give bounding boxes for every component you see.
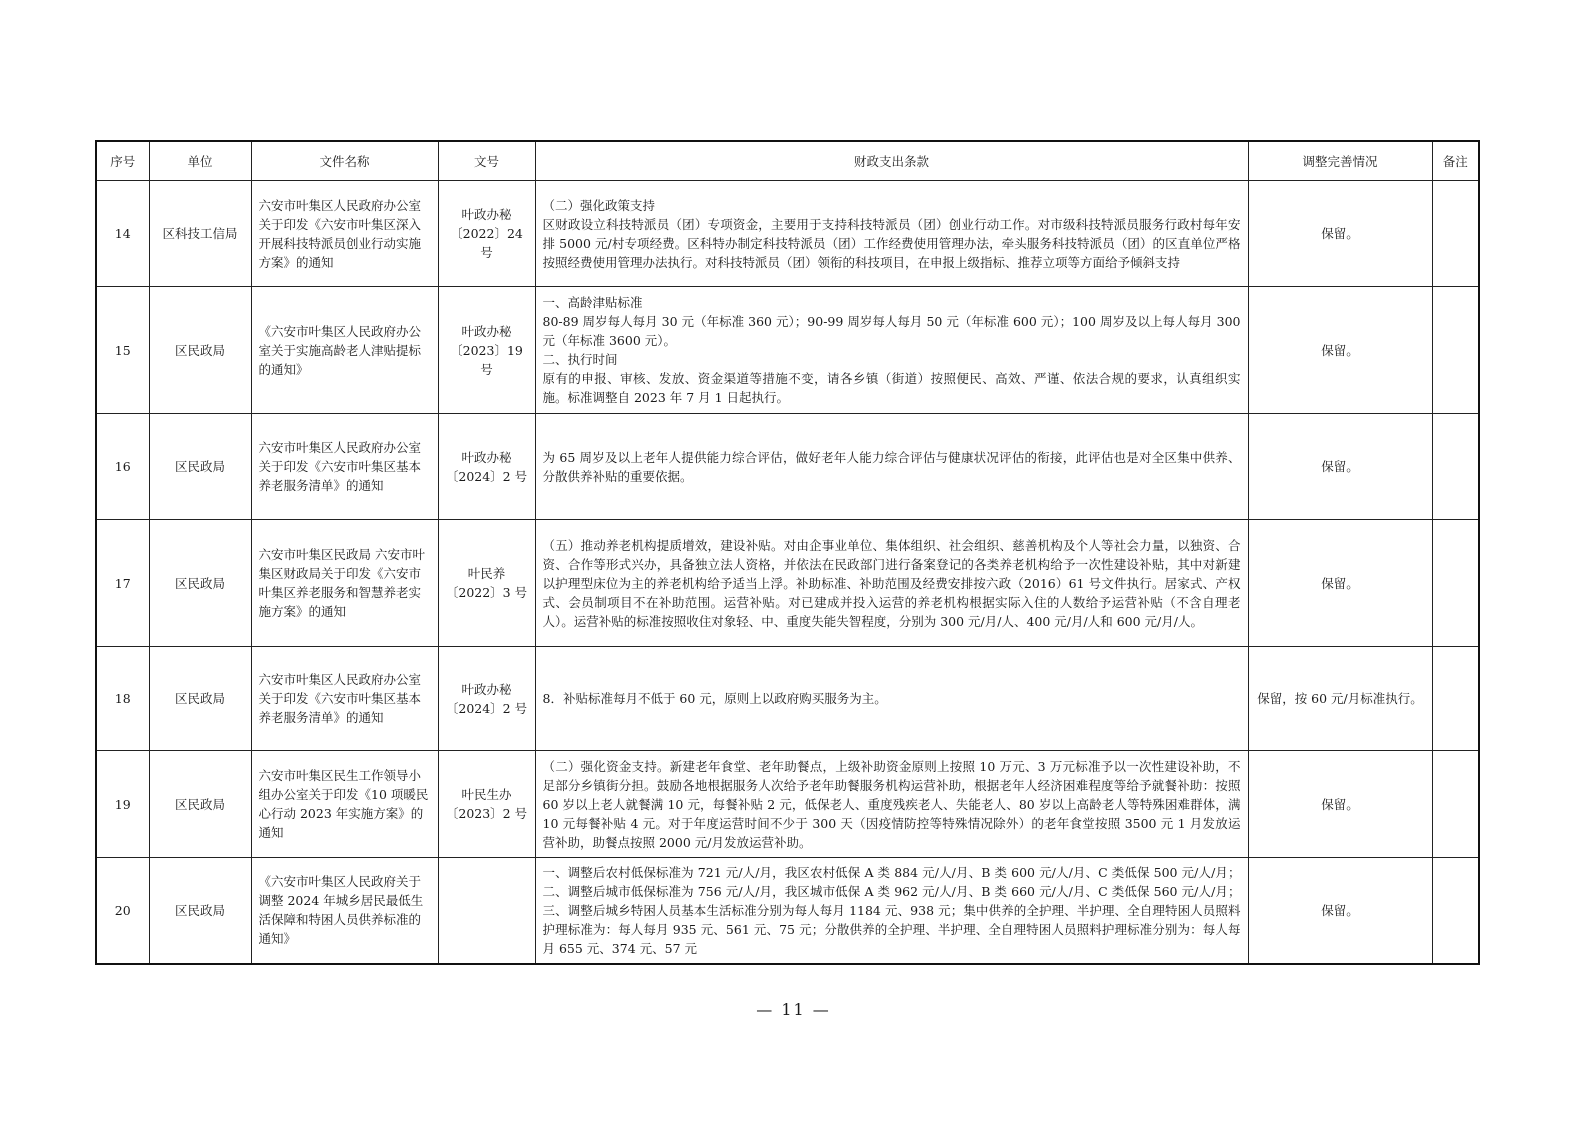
row-status: 保留。 [1248,414,1432,520]
clause-line: （二）强化政策支持 [542,197,656,213]
row-unit: 区民政局 [149,287,251,414]
row-unit: 区民政局 [149,647,251,751]
row-clause [535,181,1248,287]
row-doc-number: 叶民生办〔2023〕2 号 [438,751,535,858]
row-clause [535,647,1248,751]
policy-table [95,140,1480,965]
row-note [1432,520,1479,647]
table-header-row [96,141,1479,181]
row-unit: 区民政局 [149,414,251,520]
row-doc-number [438,858,535,964]
clause-line: 8．补贴标准每月不低于 60 元，原则上以政府购买服务为主。 [542,691,887,706]
row-status: 保留。 [1248,287,1432,414]
row-note [1432,751,1479,858]
row-doc-number: 叶政办秘〔2024〕2 号 [438,414,535,520]
header-doc: 文件名称 [251,141,438,181]
row-clause [535,287,1248,414]
table-row [96,181,1479,287]
row-seq: 19 [96,751,149,858]
row-seq: 16 [96,414,149,520]
clause-line: 原有的申报、审核、发放、资金渠道等措施不变，请各乡镇（街道）按照便民、高效、严谨、依法合规的要求，认真组织实施。标准调整自 2023 年 7 月 1 日起执行。 [542,371,1241,405]
row-doc-number: 叶民养〔2022〕3 号 [438,520,535,647]
row-status: 保留。 [1248,858,1432,964]
clause-line: 80-89 周岁每人每月 30 元（年标准 360 元）；90-99 周岁每人每月 50 元（年标准 600 元）；100 周岁及以上每人每月 300 元（年标准 3600 元）。 [542,314,1241,348]
row-doc-title: 六安市叶集区人民政府办公室关于印发《六安市叶集区基本养老服务清单》的通知 [251,647,438,751]
header-clause: 财政支出条款 [535,141,1248,181]
clause-line: 一、高龄津贴标准 [542,295,643,310]
table-row [96,287,1479,414]
row-note [1432,858,1479,964]
table-row [96,858,1479,964]
row-note [1432,181,1479,287]
row-clause [535,414,1248,520]
row-doc-title: 六安市叶集区民生工作领导小组办公室关于印发《10 项暖民心行动 2023 年实施方案》的通知 [251,751,438,858]
row-doc-title: 《六安市叶集区人民政府办公室关于实施高龄老人津贴提标的通知》 [251,287,438,414]
row-clause [535,751,1248,858]
row-doc-title: 《六安市叶集区人民政府关于调整 2024 年城乡居民最低生活保障和特困人员供养标准的通知》 [251,858,438,964]
table-row [96,414,1479,520]
header-note: 备注 [1432,141,1479,181]
row-status: 保留。 [1248,181,1432,287]
clause-line: 区财政设立科技特派员（团）专项资金，主要用于支持科技特派员（团）创业行动工作。对市级科技特派员服务行政村每年安排 5000 元/村专项经费。区科特办制定科技特派员（团）工作经费使用管理办法，牵头服务科技特派员（团）的区直单位严格按照经费使用管理办法执行。对科技特派员（团）领衔的科技项目，在申报上级指标、推荐立项等方面给予倾斜支持 [542,216,1241,270]
header-status: 调整完善情况 [1248,141,1432,181]
row-doc-title: 六安市叶集区民政局 六安市叶集区财政局关于印发《六安市叶集区养老服务和智慧养老实施方案》的通知 [251,520,438,647]
row-status: 保留。 [1248,751,1432,858]
clause-line: 为 65 周岁及以上老年人提供能力综合评估，做好老年人能力综合评估与健康状况评估的衔接，此评估也是对全区集中供养、分散供养补贴的重要依据。 [542,449,1241,484]
row-unit: 区民政局 [149,520,251,647]
row-seq: 17 [96,520,149,647]
row-doc-number: 叶政办秘〔2023〕19 号 [438,287,535,414]
table-row [96,520,1479,647]
row-note [1432,414,1479,520]
row-status: 保留。 [1248,520,1432,647]
header-seq: 序号 [96,141,149,181]
row-seq: 15 [96,287,149,414]
row-note [1432,287,1479,414]
row-seq: 20 [96,858,149,964]
row-doc-number: 叶政办秘〔2024〕2 号 [438,647,535,751]
clause-line: 二、执行时间 [542,352,618,367]
row-doc-number: 叶政办秘〔2022〕24 号 [438,181,535,287]
clause-line: 一、调整后农村低保标准为 721 元/人/月，我区农村低保 A 类 884 元/人/月、B 类 600 元/人/月、C 类低保 500 元/人/月；二、调整后城市低保标准为 756 元/人/月，我区城市低保 A 类 962 元/人/月、B 类 660 元/人/月、C 类低保 560 元/人/月；三、调整后城乡特困人员基本生活标准分别为每人每月 1184 元、938 元；集中供养的全护理、半护理、全自理特困人员照料护理标准为：每人每月 935 元、561 元、75 元；分散供养的全护理、半护理、全自理特困人员照料护理标准分别为：每人每月 655 元、374 元、57 元 [542,864,1241,956]
page-number: — 11 — [756,1000,831,1019]
header-num: 文号 [438,141,535,181]
row-clause [535,520,1248,647]
row-doc-title: 六安市叶集区人民政府办公室关于印发《六安市叶集区基本养老服务清单》的通知 [251,414,438,520]
header-unit: 单位 [149,141,251,181]
table-row [96,647,1479,751]
row-clause [535,858,1248,964]
row-doc-title: 六安市叶集区人民政府办公室关于印发《六安市叶集区深入开展科技特派员创业行动实施方案》的通知 [251,181,438,287]
row-note [1432,647,1479,751]
clause-line: （二）强化资金支持。新建老年食堂、老年助餐点，上级补助资金原则上按照 10 万元、3 万元标准予以一次性建设补助，不足部分乡镇街分担。鼓励各地根据服务人次给予老年助餐服务机构运营补助，根据老年人经济困难程度等给予就餐补助：按照 60 岁以上老人就餐满 10 元，每餐补贴 2 元，低保老人、重度残疾老人、失能老人、80 岁以上高龄老人等特殊困难群体，满 10 元每餐补贴 4 元。对于年度运营时间不少于 300 天（因疫情防控等特殊情况除外）的老年食堂按照 3500 元 1 月发放运营补助，助餐点按照 2000 元/月发放运营补助。 [542,758,1241,850]
row-seq: 18 [96,647,149,751]
row-unit: 区民政局 [149,858,251,964]
row-unit: 区民政局 [149,751,251,858]
row-seq: 14 [96,181,149,287]
row-status: 保留，按 60 元/月标准执行。 [1248,647,1432,751]
row-unit: 区科技工信局 [149,181,251,287]
table-row [96,751,1479,858]
clause-line: （五）推动养老机构提质增效，建设补贴。对由企事业单位、集体组织、社会组织、慈善机构及个人等社会力量，以独资、合资、合作等形式兴办，具备独立法人资格，并依法在民政部门进行备案登记的各类养老机构给予一次性建设补贴，其中对新建以护理型床位为主的养老机构给予适当上浮。补助标准、补助范围及经费安排按六政（2016）61 号文件执行。居家式、产权式、会员制项目不在补助范围。运营补贴。对已建成并投入运营的养老机构根据实际入住的人数给予运营补贴（不含自理老人）。运营补贴的标准按照收住对象轻、中、重度失能失智程度，分别为 300 元/月/人、400 元/月/人和 600 元/月/人。 [542,537,1241,629]
